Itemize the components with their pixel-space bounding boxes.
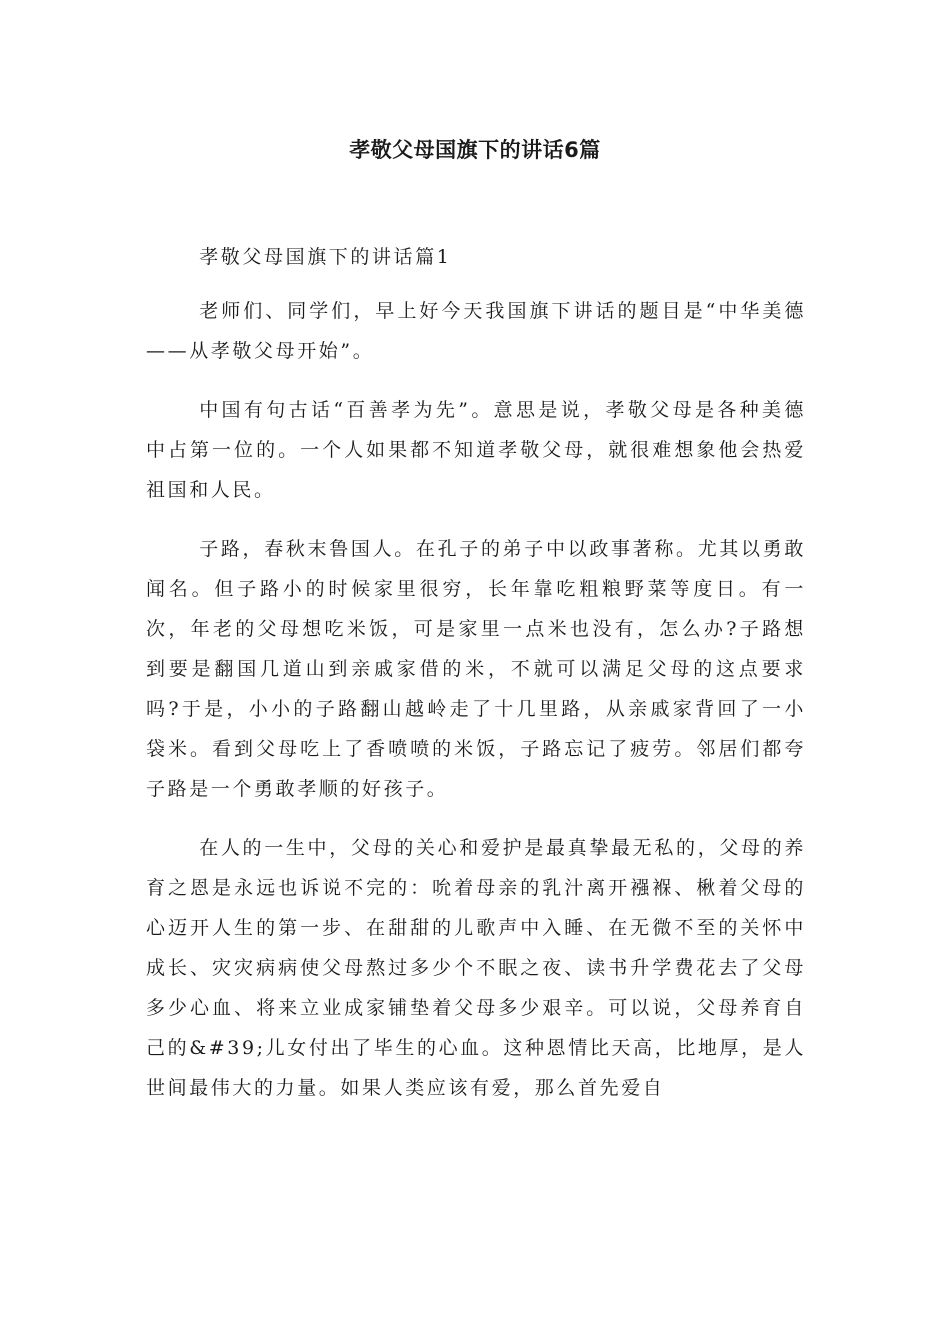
document-title: 孝敬父母国旗下的讲话6篇	[349, 138, 601, 162]
paragraph-zilu-story: 子路，春秋末鲁国人。在孔子的弟子中以政事著称。尤其以勇敢闻名。但子路小的时候家里很穷，长年靠吃粗粮野菜等度日。有一次，年老的父母想吃米饭，可是家里一点米也没有，怎么办?子路想到要是翻国几道山到亲戚家借的米，不就可以满足父母的这点要求吗?于是，小小的子路翻山越岭走了十几里路，从亲戚家背回了一小袋米。看到父母吃上了香喷喷的米饭，子路忘记了疲劳。邻居们都夸子路是一个勇敢孝顺的好孩子。	[146, 538, 806, 800]
paragraph-parents-love: 在人的一生中，父母的关心和爱护是最真挚最无私的，父母的养育之恩是永远也诉说不完的：吮着母亲的乳汁离开襁褓、楸着父母的心迈开人生的第一步、在甜甜的儿歌声中入睡、在无微不至的关怀中成长、灾灾病病使父母熬过多少个不眠之夜、读书升学费花去了父母多少心血、将来立业成家铺垫着父母多少艰辛。可以说，父母养育自己的&#39;儿女付出了毕生的心血。这种恩情比天高，比地厚，是人世间最伟大的力量。如果人类应该有爱，那么首先爱自	[146, 837, 806, 1099]
paragraph-proverb: 中国有句古话“百善孝为先”。意思是说，孝敬父母是各种美德中占第一位的。一个人如果都不知道孝敬父母，就很难想象他会热爱祖国和人民。	[146, 399, 806, 501]
section-heading: 孝敬父母国旗下的讲话篇1	[199, 246, 452, 268]
document-body	[146, 237, 806, 1127]
paragraph-greeting: 老师们、同学们，早上好今天我国旗下讲话的题目是“中华美德——从孝敬父母开始”。	[146, 300, 806, 362]
